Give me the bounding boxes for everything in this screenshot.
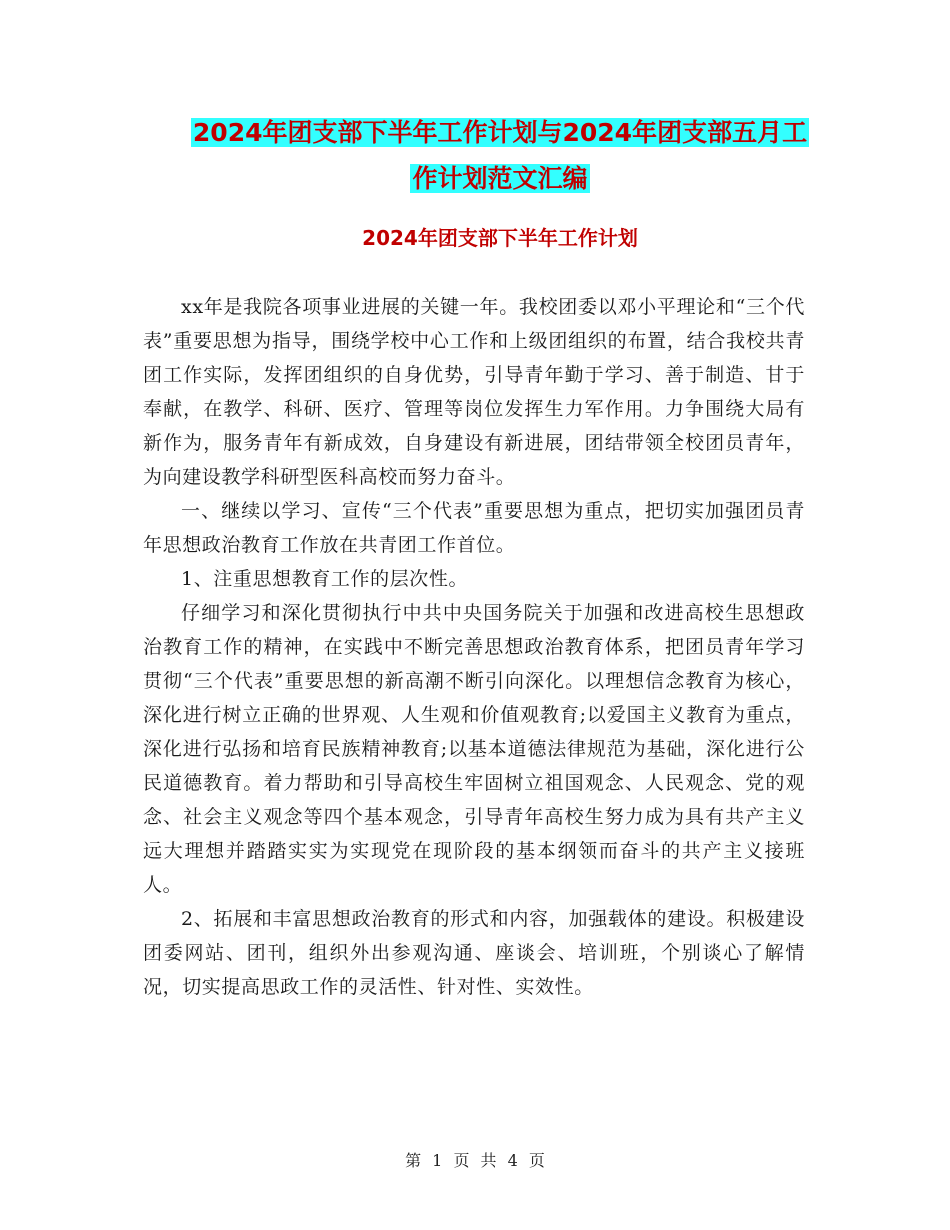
section-title: 2024年团支部下半年工作计划	[362, 226, 638, 250]
paragraph-item-2: 2、拓展和丰富思想政治教育的形式和内容，加强载体的建设。积极建设团委网站、团刊，组织外出参观沟通、座谈会、培训班，个别谈心了解情况，切实提高思政工作的灵活性、针对性、实效性。	[143, 908, 805, 998]
page-number-footer: 第 1 页 共 4 页	[405, 1151, 545, 1170]
paragraph-item-1: 1、注重思想教育工作的层次性。	[181, 568, 469, 590]
document-body	[143, 290, 805, 1004]
paragraph-heading-1: 一、继续以学习、宣传“三个代表”重要思想为重点，把切实加强团员青年思想政治教育工作放在共青团工作首位。	[143, 500, 805, 556]
document-title-line2: 作计划范文汇编	[412, 164, 588, 193]
document-title-line1: 2024年团支部下半年工作计划与2024年团支部五月工	[192, 118, 808, 147]
paragraph-item-1-detail: 仔细学习和深化贯彻执行中共中央国务院关于加强和改进高校生思想政治教育工作的精神，在实践中不断完善思想政治教育体系，把团员青年学习贯彻“三个代表”重要思想的新高潮不断引向深化。以理想信念教育为核心，深化进行树立正确的世界观、人生观和价值观教育;以爱国主义教育为重点，深化进行弘扬和培育民族精神教育;以基本道德法律规范为基础，深化进行公民道德教育。着力帮助和引导高校生牢固树立祖国观念、人民观念、党的观念、社会主义观念等四个基本观念，引导青年高校生努力成为具有共产主义远大理想并踏踏实实为实现党在现阶段的基本纲领而奋斗的共产主义接班人。	[143, 602, 805, 896]
document-title	[140, 110, 860, 202]
paragraph-intro: xx年是我院各项事业进展的关键一年。我校团委以邓小平理论和“三个代表”重要思想为指导，围绕学校中心工作和上级团组织的布置，结合我校共青团工作实际，发挥团组织的自身优势，引导青年勤于学习、善于制造、甘于奉献，在教学、科研、医疗、管理等岗位发挥生力军作用。力争围绕大局有新作为，服务青年有新成效，自身建设有新进展，团结带领全校团员青年，为向建设教学科研型医科高校而努力奋斗。	[143, 296, 805, 488]
